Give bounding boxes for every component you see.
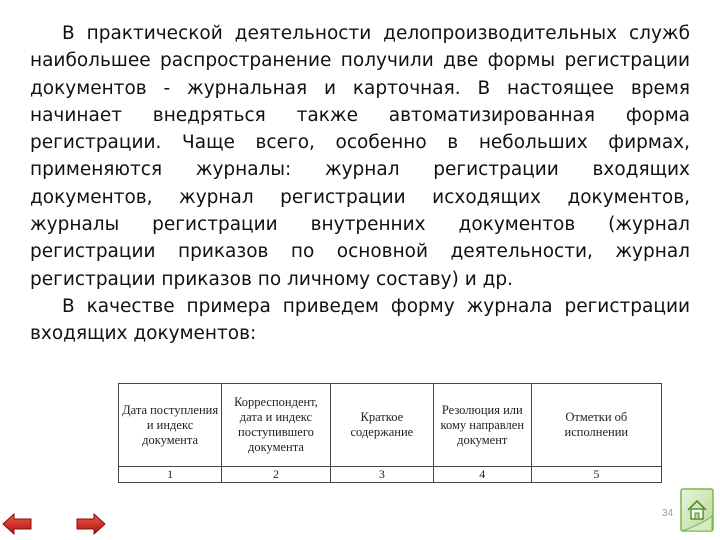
table-header-cell: Отметки об исполнении: [531, 384, 661, 467]
table-number-cell: 1: [119, 467, 222, 483]
table-number-cell: 5: [531, 467, 661, 483]
slide-text: [30, 20, 690, 348]
registration-journal-table: [118, 383, 662, 483]
table-number-cell: 2: [222, 467, 331, 483]
table-number-row: [119, 467, 662, 483]
paragraph: В качестве примера приведем форму журнала регистрации входящих документов:: [30, 295, 690, 345]
next-slide-button[interactable]: [76, 512, 106, 536]
table-header-cell: Корреспондент, дата и индекс поступившего документа: [222, 384, 331, 467]
table-header-cell: Краткое содержание: [330, 384, 433, 467]
table-number-cell: 3: [330, 467, 433, 483]
table-header-cell: Резолюция или кому направлен документ: [433, 384, 531, 467]
home-icon: [680, 488, 714, 532]
table-number-cell: 4: [433, 467, 531, 483]
table-header-row: [119, 384, 662, 467]
paragraph: В практической деятельности делопроизводительных служб наибольшее распространение получили две формы регистрации документов - журнальная и карточная. В настоящее время начинает внедряться также автоматизированная форма регистрации. Чаще всего, особенно в небольших фирмах, применяются журналы: журнал регистрации входящих документов, журнал регистрации исходящих документов, журналы регистрации внутренних документов (журнал регистрации приказов по основной деятельности, журнал регистрации приказов по личному составу) и др.: [30, 23, 690, 290]
table-header-cell: Дата поступления и индекс документа: [119, 384, 222, 467]
prev-slide-button[interactable]: [2, 512, 32, 536]
page-number: 34: [662, 508, 674, 519]
home-button[interactable]: [680, 488, 714, 532]
prev-arrow-icon: [2, 512, 32, 536]
next-arrow-icon: [76, 512, 106, 536]
